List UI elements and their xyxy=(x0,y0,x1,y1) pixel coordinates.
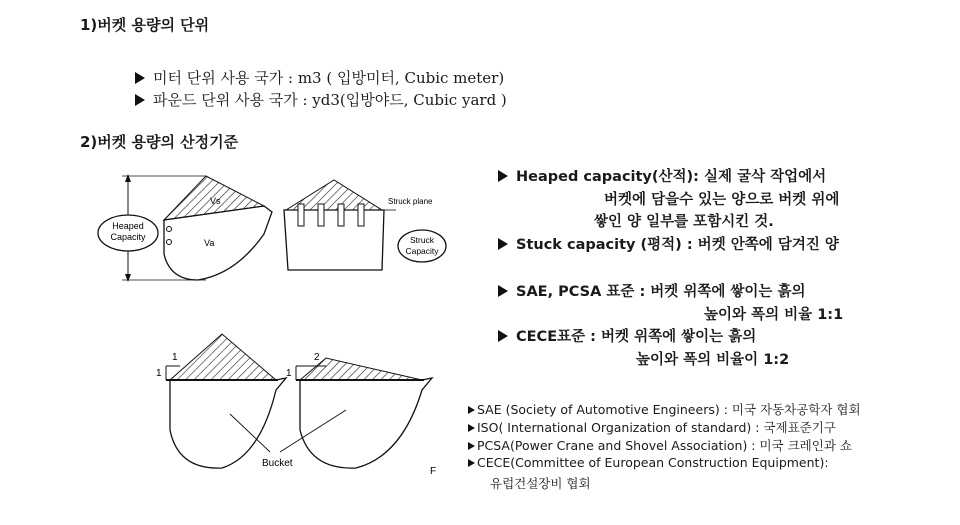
section1-title: 1)버켓 용량의 단위 xyxy=(80,16,210,34)
def-cece-line2: 높이와 폭의 비율이 1:2 xyxy=(636,352,790,368)
bullet-triangle-icon xyxy=(468,406,475,414)
bullet-triangle-icon xyxy=(468,424,475,432)
bullet-triangle-icon xyxy=(498,238,508,250)
unit-item-metric xyxy=(135,67,504,88)
def-sae-line2: 높이와 폭의 비율 1:1 xyxy=(704,307,844,323)
bullet-triangle-icon xyxy=(498,170,508,182)
unit-item-metric-text: 미터 단위 사용 국가 : m3 ( 입방미터, Cubic meter) xyxy=(153,69,505,87)
bullet-triangle-icon xyxy=(498,285,508,297)
section2-title: 2)버켓 용량의 산정기준 xyxy=(80,133,239,151)
def-heaped-line3: 쌓인 양 일부를 포함시킨 것. xyxy=(594,214,774,230)
def-heaped-line1 xyxy=(498,165,826,186)
bucket-capacity-diagram xyxy=(86,162,466,292)
unit-item-imperial-text: 파운드 단위 사용 국가 : yd3(입방야드, Cubic yard ) xyxy=(153,91,507,109)
def-sae-line1 xyxy=(498,280,806,301)
note-cece-continuation: 유럽건설장비 협회 xyxy=(490,476,591,491)
note-sae-text: SAE (Society of Automotive Engineers) : 미국 자동차공학자 협회 xyxy=(477,402,861,417)
note-iso xyxy=(468,418,836,436)
def-struck-text: Stuck capacity (평적) : 버켓 안쪽에 담겨진 양 xyxy=(516,237,839,253)
ratio-left-side: 1 xyxy=(156,368,162,379)
def-sae-line1-text: SAE, PCSA 표준 : 버켓 위쪽에 쌓이는 흙의 xyxy=(516,284,806,300)
bullet-triangle-icon xyxy=(135,72,145,84)
def-cece-line1-text: CECE표준 : 버켓 위쪽에 쌓이는 흙의 xyxy=(516,329,757,345)
struck-label-2: Capacity xyxy=(405,246,439,256)
bullet-triangle-icon xyxy=(468,442,475,450)
def-heaped-line2: 버켓에 담을수 있는 양으로 버켓 위에 xyxy=(604,192,840,208)
unit-item-imperial xyxy=(135,89,507,110)
vs-label: Vs xyxy=(210,196,221,206)
note-pcsa-text: PCSA(Power Crane and Shovel Association) : 미국 크레인과 쇼 xyxy=(477,438,852,453)
note-cece xyxy=(468,455,829,470)
def-struck xyxy=(498,233,839,254)
ratio-left-top: 1 xyxy=(172,352,178,363)
bucket-label: Bucket xyxy=(262,458,293,469)
def-heaped-line1-text: Heaped capacity(산적): 실제 굴삭 작업에서 xyxy=(516,169,827,185)
f-label: F xyxy=(430,466,437,475)
heaped-label-2: Capacity xyxy=(110,232,146,242)
heaped-label-1: Heaped xyxy=(112,221,144,231)
bullet-triangle-icon xyxy=(135,94,145,106)
left-bucket-body xyxy=(164,206,272,280)
bullet-triangle-icon xyxy=(468,459,475,467)
bullet-triangle-icon xyxy=(498,330,508,342)
struck-plane-label: Struck plane xyxy=(388,197,433,206)
note-iso-text: ISO( International Organization of standard) : 국제표준기구 xyxy=(477,420,836,435)
ratio-right-top: 2 xyxy=(314,352,320,363)
note-cece-text: CECE(Committee of European Construction Equipment): xyxy=(477,455,829,470)
heap-ratio-diagram xyxy=(150,330,450,475)
struck-label-1: Struck xyxy=(409,235,435,245)
ratio-right-side: 1 xyxy=(286,368,292,379)
note-sae xyxy=(468,400,861,418)
def-cece-line1 xyxy=(498,325,756,346)
va-label: Va xyxy=(204,238,215,248)
note-pcsa xyxy=(468,436,920,454)
